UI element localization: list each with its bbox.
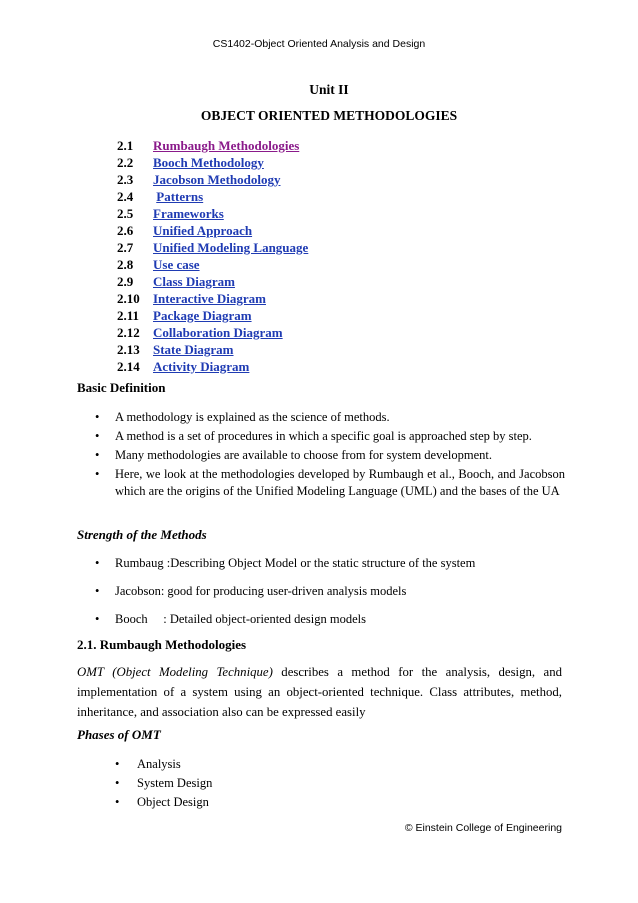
toc-number: 2.2 (117, 155, 134, 170)
list-item: • Booch : Detailed object-oriented design models (95, 610, 565, 628)
toc-number: 2.12 (117, 325, 140, 340)
toc-item (117, 324, 447, 341)
toc-link[interactable]: Activity Diagram (153, 359, 250, 374)
toc-number: 2.9 (117, 274, 134, 289)
list-item: • A method is a set of procedures in which a specific goal is approached step by step. (95, 428, 565, 445)
list-item: • A methodology is explained as the science of methods. (95, 409, 565, 426)
toc-item (117, 239, 447, 256)
toc-link[interactable]: Jacobson Methodology (153, 172, 281, 187)
toc-item (117, 154, 447, 171)
list-item: • Analysis (115, 755, 212, 774)
running-head: CS1402-Object Oriented Analysis and Design (212, 38, 426, 50)
toc-link[interactable]: Frameworks (153, 206, 224, 221)
toc-item (117, 171, 447, 188)
toc-link[interactable]: Package Diagram (153, 308, 252, 323)
strength-heading: Strength of the Methods (77, 527, 207, 542)
omt-paragraph (77, 662, 562, 722)
toc-item (117, 188, 447, 205)
toc-number: 2.13 (117, 342, 140, 357)
toc-number: 2.1 (117, 138, 134, 153)
toc-number: 2.7 (117, 240, 134, 255)
footer-copyright: © Einstein College of Engineering (404, 822, 562, 834)
toc-item (117, 256, 447, 273)
list-item: • Jacobson: good for producing user-driven analysis models (95, 582, 565, 600)
toc-number: 2.10 (117, 291, 140, 306)
page-title: OBJECT ORIENTED METHODOLOGIES (200, 108, 458, 123)
toc-link[interactable]: State Diagram (153, 342, 234, 357)
list-item: • Object Design (115, 793, 212, 812)
toc-link[interactable]: Interactive Diagram (153, 291, 266, 306)
list-item: • System Design (115, 774, 212, 793)
list-item: • Many methodologies are available to choose from for system development. (95, 447, 565, 464)
toc-number: 2.5 (117, 206, 134, 221)
list-item: • Here, we look at the methodologies developed by Rumbaugh et al., Booch, and Jacobson which are the origins of the Unified Modeling Language (UML) and the bases of the UA (95, 466, 565, 500)
toc-item (117, 307, 447, 324)
toc-item (117, 341, 447, 358)
omt-description: describes a method for the analysis, design, and implementation of a system using an object-oriented technique. Class attributes, method, inheritance, and association also can be expressed easily (77, 665, 562, 719)
toc-number: 2.4 (117, 189, 134, 204)
toc-number: 2.14 (117, 359, 140, 374)
basic-definition-heading: Basic Definition (77, 380, 166, 395)
toc-link[interactable]: Unified Approach (153, 223, 253, 238)
toc-item (117, 137, 447, 154)
toc-link[interactable]: Use case (153, 257, 200, 272)
toc-item (117, 290, 447, 307)
toc-link[interactable]: Booch Methodology (153, 155, 264, 170)
toc-link[interactable]: Collaboration Diagram (153, 325, 283, 340)
toc-link[interactable]: Patterns (156, 189, 204, 204)
toc-item (117, 273, 447, 290)
toc-link[interactable]: Rumbaugh Methodologies (153, 138, 300, 153)
toc-item (117, 205, 447, 222)
strength-list (95, 554, 565, 638)
unit-label: Unit II (309, 82, 349, 97)
toc-number: 2.6 (117, 223, 134, 238)
toc-number: 2.8 (117, 257, 134, 272)
omt-term: OMT (Object Modeling Technique) (77, 665, 273, 679)
toc-link[interactable]: Unified Modeling Language (153, 240, 309, 255)
table-of-contents (117, 137, 447, 375)
toc-item (117, 222, 447, 239)
phases-list (115, 755, 212, 812)
section-heading: 2.1. Rumbaugh Methodologies (77, 637, 247, 652)
toc-number: 2.11 (117, 308, 140, 323)
basic-definition-list (95, 409, 565, 502)
list-item: • Rumbaug :Describing Object Model or the static structure of the system (95, 554, 565, 572)
toc-link[interactable]: Class Diagram (153, 274, 235, 289)
toc-item (117, 358, 447, 375)
toc-number: 2.3 (117, 172, 134, 187)
phases-heading: Phases of OMT (77, 727, 161, 742)
